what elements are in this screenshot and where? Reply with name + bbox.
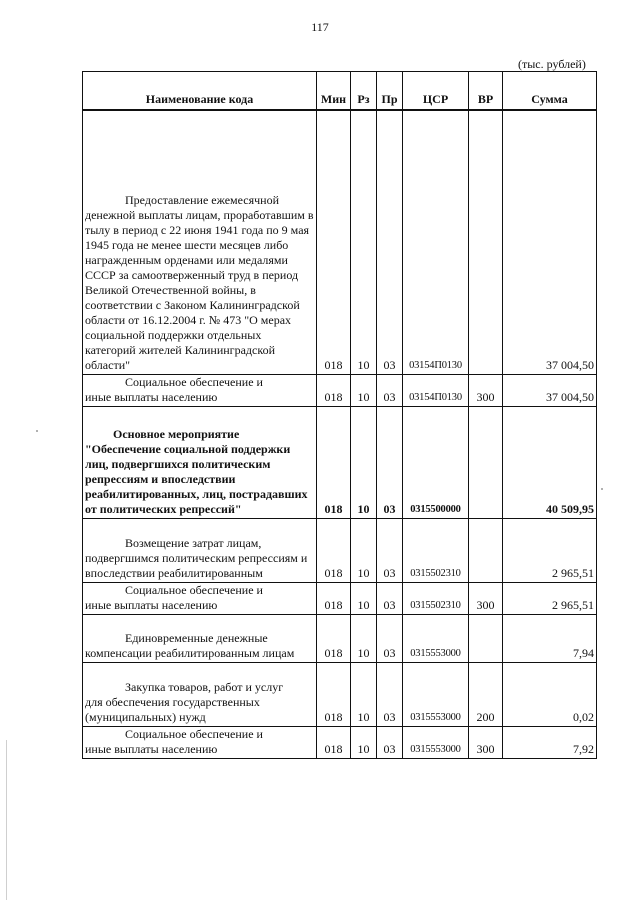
cell-min: 018 bbox=[317, 582, 351, 614]
cell-sum: 2 965,51 bbox=[503, 582, 597, 614]
table-row bbox=[83, 406, 597, 518]
cell-rz: 10 bbox=[351, 662, 377, 726]
cell-csr: 03154П0130 bbox=[403, 110, 469, 374]
cell-csr: 0315553000 bbox=[403, 662, 469, 726]
header-min: Мин bbox=[317, 72, 351, 111]
table-row bbox=[83, 518, 597, 582]
cell-rz: 10 bbox=[351, 374, 377, 406]
header-rz: Рз bbox=[351, 72, 377, 111]
cell-vr: 200 bbox=[469, 662, 503, 726]
cell-csr: 0315500000 bbox=[403, 406, 469, 518]
cell-sum: 7,92 bbox=[503, 726, 597, 758]
cell-name-rest: "Обеспечение социальной поддержки лиц, подвергшихся политическим репрессиям и впоследствии реабилитированных, лиц, пострадавших от политических репрессий" bbox=[85, 441, 308, 516]
cell-vr bbox=[469, 406, 503, 518]
cell-sum: 0,02 bbox=[503, 662, 597, 726]
cell-rz: 10 bbox=[351, 726, 377, 758]
units-label: (тыс. рублей) bbox=[518, 57, 586, 71]
cell-vr: 300 bbox=[469, 582, 503, 614]
cell-rz: 10 bbox=[351, 518, 377, 582]
cell-pr: 03 bbox=[377, 374, 403, 406]
budget-table bbox=[82, 71, 597, 759]
cell-vr: 300 bbox=[469, 726, 503, 758]
cell-vr bbox=[469, 614, 503, 662]
cell-min: 018 bbox=[317, 726, 351, 758]
table-row bbox=[83, 614, 597, 662]
cell-csr: 0315553000 bbox=[403, 726, 469, 758]
cell-rz: 10 bbox=[351, 614, 377, 662]
page-number: 117 bbox=[311, 20, 329, 34]
cell-min: 018 bbox=[317, 662, 351, 726]
scan-artifact-line bbox=[6, 740, 7, 900]
cell-sum: 2 965,51 bbox=[503, 518, 597, 582]
cell-name-rest: компенсации реабилитированным лицам bbox=[85, 645, 295, 660]
cell-name-rest: иные выплаты населению bbox=[85, 741, 218, 756]
cell-pr: 03 bbox=[377, 614, 403, 662]
cell-vr bbox=[469, 518, 503, 582]
cell-name-rest: для обеспечения государственных (муниципальных) нужд bbox=[85, 694, 260, 724]
cell-name bbox=[83, 518, 317, 582]
cell-min: 018 bbox=[317, 406, 351, 518]
table-row bbox=[83, 582, 597, 614]
cell-pr: 03 bbox=[377, 662, 403, 726]
cell-csr: 03154П0130 bbox=[403, 374, 469, 406]
cell-name bbox=[83, 374, 317, 406]
cell-vr: 300 bbox=[469, 374, 503, 406]
cell-name-first-line: Возмещение затрат лицам, bbox=[125, 535, 262, 550]
cell-name-rest: иные выплаты населению bbox=[85, 389, 218, 404]
cell-pr: 03 bbox=[377, 726, 403, 758]
cell-sum: 40 509,95 bbox=[503, 406, 597, 518]
cell-name-rest: подвергшимся политическим репрессиям и впоследствии реабилитированным bbox=[85, 550, 308, 580]
cell-name-first-line: Предоставление ежемесячной bbox=[125, 192, 280, 207]
cell-sum: 37 004,50 bbox=[503, 374, 597, 406]
header-name: Наименование кода bbox=[83, 72, 317, 111]
table-row bbox=[83, 662, 597, 726]
table-row bbox=[83, 726, 597, 758]
cell-csr: 0315502310 bbox=[403, 582, 469, 614]
cell-csr: 0315553000 bbox=[403, 614, 469, 662]
cell-name bbox=[83, 406, 317, 518]
header-vr: ВР bbox=[469, 72, 503, 111]
cell-name-first-line: Закупка товаров, работ и услуг bbox=[125, 679, 284, 694]
header-csr: ЦСР bbox=[403, 72, 469, 111]
cell-sum: 7,94 bbox=[503, 614, 597, 662]
table-row bbox=[83, 110, 597, 374]
cell-name-first-line: Социальное обеспечение и bbox=[125, 374, 263, 389]
cell-name-first-line: Основное мероприятие bbox=[113, 426, 240, 441]
cell-rz: 10 bbox=[351, 582, 377, 614]
table-row bbox=[83, 374, 597, 406]
cell-sum: 37 004,50 bbox=[503, 110, 597, 374]
cell-min: 018 bbox=[317, 518, 351, 582]
cell-name bbox=[83, 726, 317, 758]
cell-pr: 03 bbox=[377, 406, 403, 518]
cell-vr bbox=[469, 110, 503, 374]
cell-min: 018 bbox=[317, 374, 351, 406]
header-pr: Пр bbox=[377, 72, 403, 111]
cell-name-rest: денежной выплаты лицам, проработавшим в тылу в период с 22 июня 1941 года по 9 мая 1945 года не менее шести месяцев либо награжденным орденами или медалями СССР за самоотверженный труд в период Великой Отечественной войны, в соответствии с Законом Калининградской области от 16.12.2004 г. № 473 "О мерах социальной поддержки отдельных категорий жителей Калининградской области" bbox=[85, 207, 314, 372]
cell-name bbox=[83, 110, 317, 374]
scan-speck bbox=[601, 488, 603, 490]
cell-pr: 03 bbox=[377, 110, 403, 374]
cell-name-first-line: Социальное обеспечение и bbox=[125, 726, 263, 741]
cell-min: 018 bbox=[317, 614, 351, 662]
scan-speck bbox=[36, 430, 38, 432]
cell-min: 018 bbox=[317, 110, 351, 374]
cell-rz: 10 bbox=[351, 406, 377, 518]
cell-name-rest: иные выплаты населению bbox=[85, 597, 218, 612]
cell-pr: 03 bbox=[377, 518, 403, 582]
cell-rz: 10 bbox=[351, 110, 377, 374]
header-row bbox=[83, 72, 597, 111]
cell-pr: 03 bbox=[377, 582, 403, 614]
cell-name bbox=[83, 614, 317, 662]
cell-name bbox=[83, 582, 317, 614]
header-sum: Сумма bbox=[503, 72, 597, 111]
cell-csr: 0315502310 bbox=[403, 518, 469, 582]
cell-name bbox=[83, 662, 317, 726]
cell-name-first-line: Социальное обеспечение и bbox=[125, 582, 263, 597]
cell-name-first-line: Единовременные денежные bbox=[125, 630, 268, 645]
